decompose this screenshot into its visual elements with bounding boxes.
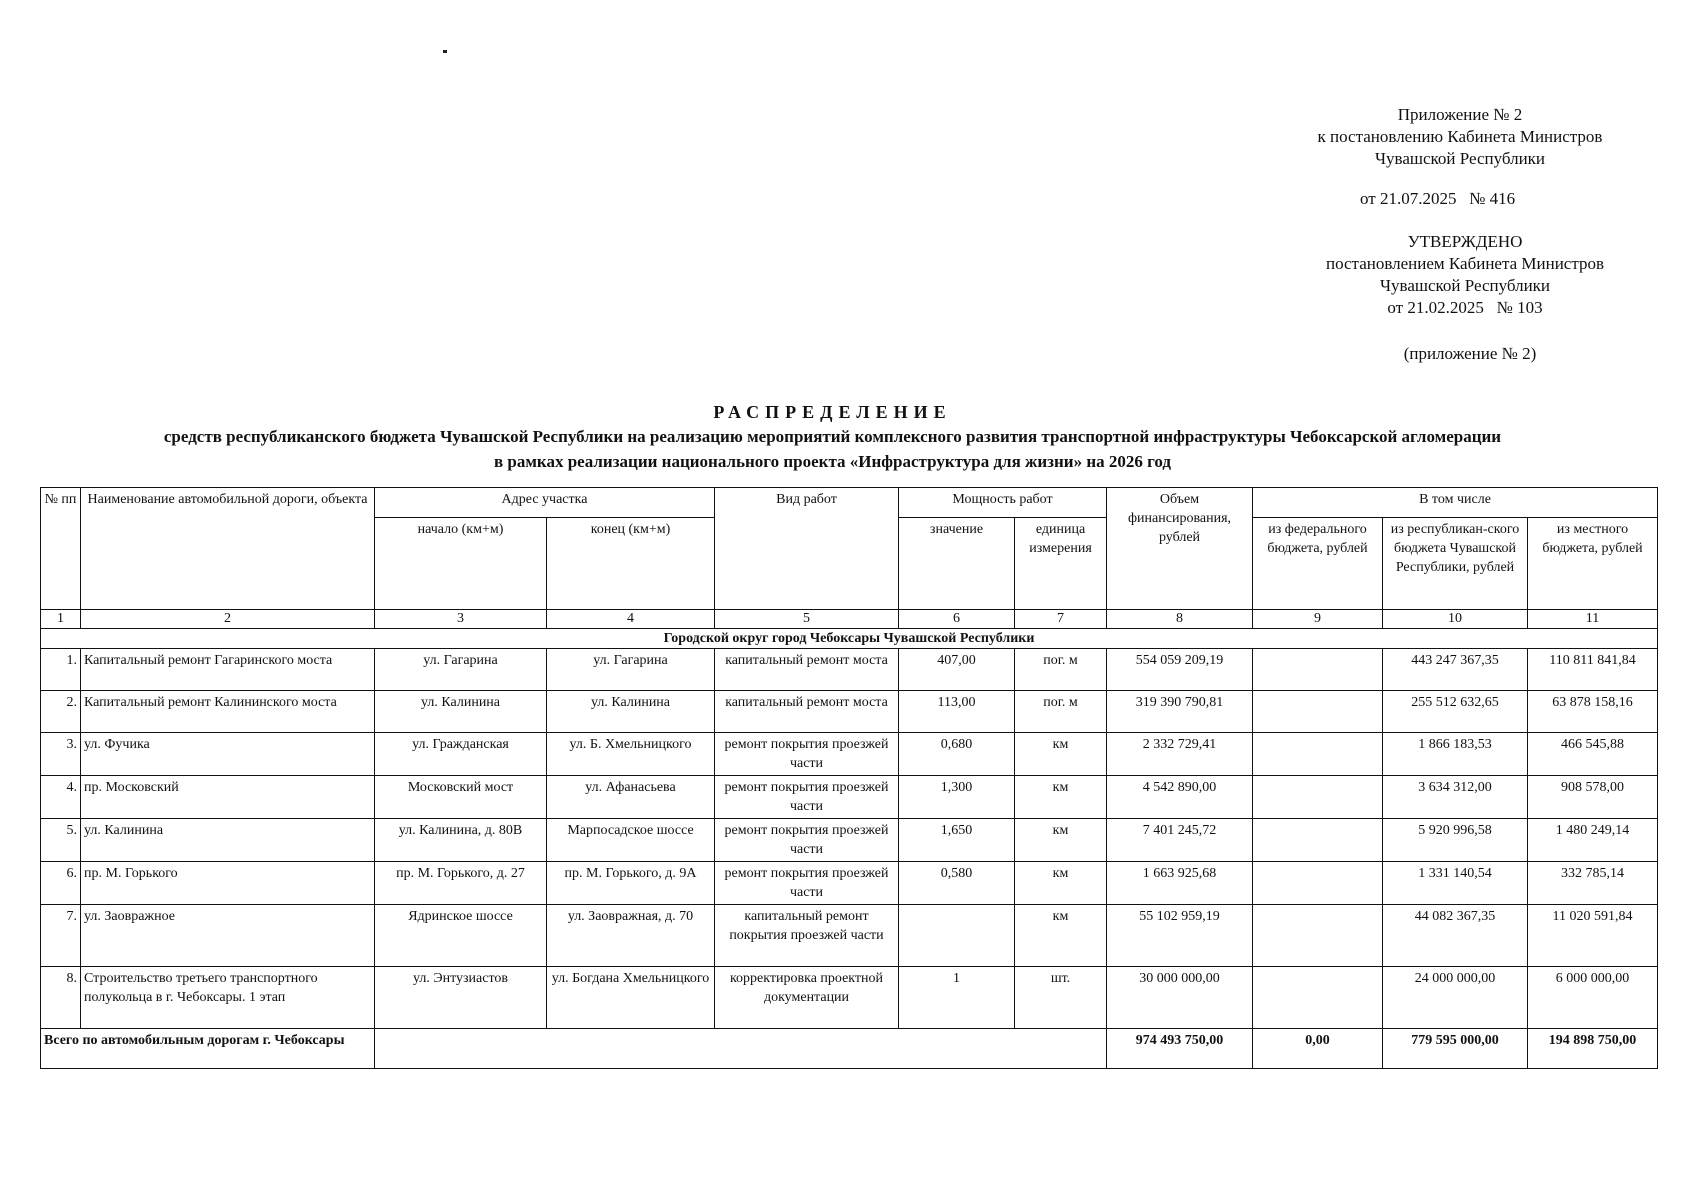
header-federal: из федерального бюджета, рублей [1253,518,1383,610]
row-volume: 55 102 959,19 [1107,905,1253,967]
row-start: Ядринское шоссе [375,905,547,967]
header-work-type: Вид работ [715,488,899,610]
row-end: ул. Богдана Хмельницкого [547,967,715,1029]
row-local: 1 480 249,14 [1528,819,1658,862]
row-value: 1,650 [899,819,1015,862]
row-local: 908 578,00 [1528,776,1658,819]
header-end: конец (км+м) [547,518,715,610]
row-work: капитальный ремонт моста [715,649,899,691]
approved-line2: постановлением Кабинета Министров [1325,254,1605,273]
row-local: 11 020 591,84 [1528,905,1658,967]
row-work: ремонт покрытия проезжей части [715,819,899,862]
table-row [41,967,1658,1029]
table-row [41,905,1658,967]
row-name: пр. М. Горького [81,862,375,905]
section-row [41,629,1658,649]
row-end: ул. Б. Хмельницкого [547,733,715,776]
title-sub-2: в рамках реализации национального проекта «Инфраструктура для жизни» на 2026 год [493,452,1172,471]
row-republic: 255 512 632,65 [1383,691,1528,733]
row-end: Марпосадское шоссе [547,819,715,862]
row-volume: 554 059 209,19 [1107,649,1253,691]
header-republic: из республикан-ского бюджета Чувашской Республики, рублей [1383,518,1528,610]
row-volume: 2 332 729,41 [1107,733,1253,776]
table-row [41,819,1658,862]
approved-annex: (приложение № 2) [1403,344,1537,363]
row-value: 113,00 [899,691,1015,733]
row-federal [1253,819,1383,862]
row-unit: км [1015,905,1107,967]
column-number: 9 [1253,610,1383,629]
row-name: ул. Калинина [81,819,375,862]
row-work: капитальный ремонт моста [715,691,899,733]
header-value: значение [899,518,1015,610]
table-row [41,691,1658,733]
title-main: РАСПРЕДЕЛЕНИЕ [713,402,952,422]
row-value: 1 [899,967,1015,1029]
row-work: ремонт покрытия проезжей части [715,733,899,776]
row-volume: 30 000 000,00 [1107,967,1253,1029]
row-end: пр. М. Горького, д. 9А [547,862,715,905]
header-start: начало (км+м) [375,518,547,610]
approved-block [1280,231,1650,319]
column-number: 7 [1015,610,1107,629]
row-unit: км [1015,776,1107,819]
row-local: 110 811 841,84 [1528,649,1658,691]
row-start: пр. М. Горького, д. 27 [375,862,547,905]
column-number-row [41,610,1658,629]
approved-line1: УТВЕРЖДЕНО [1407,232,1523,251]
approved-line4: от 21.02.2025 № 103 [1387,298,1543,317]
row-republic: 1 331 140,54 [1383,862,1528,905]
row-name: Строительство третьего транспортного полукольца в г. Чебоксары. 1 этап [81,967,375,1029]
row-end: ул. Афанасьева [547,776,715,819]
row-num: 2. [41,691,81,733]
column-number: 2 [81,610,375,629]
row-republic: 3 634 312,00 [1383,776,1528,819]
row-federal [1253,967,1383,1029]
row-volume: 4 542 890,00 [1107,776,1253,819]
row-num: 5. [41,819,81,862]
row-federal [1253,776,1383,819]
table-row [41,776,1658,819]
table-row [41,649,1658,691]
row-local: 63 878 158,16 [1528,691,1658,733]
row-unit: пог. м [1015,691,1107,733]
row-start: Московский мост [375,776,547,819]
row-value: 0,580 [899,862,1015,905]
row-volume: 319 390 790,81 [1107,691,1253,733]
row-republic: 1 866 183,53 [1383,733,1528,776]
stray-mark [443,50,447,53]
row-start: ул. Калинина [375,691,547,733]
header-address: Адрес участка [375,488,715,518]
column-number: 3 [375,610,547,629]
row-volume: 1 663 925,68 [1107,862,1253,905]
column-number: 11 [1528,610,1658,629]
row-name: ул. Фучика [81,733,375,776]
row-local: 466 545,88 [1528,733,1658,776]
attachment-line2: к постановлению Кабинета Министров [1317,127,1603,146]
row-federal [1253,691,1383,733]
row-end: ул. Гагарина [547,649,715,691]
row-unit: км [1015,733,1107,776]
row-unit: км [1015,862,1107,905]
row-federal [1253,733,1383,776]
row-local: 332 785,14 [1528,862,1658,905]
column-number: 4 [547,610,715,629]
column-number: 5 [715,610,899,629]
document-title [40,400,1625,474]
row-name: Капитальный ремонт Калининского моста [81,691,375,733]
header-name: Наименование автомобильной дороги, объекта [81,488,375,610]
row-num: 7. [41,905,81,967]
row-federal [1253,905,1383,967]
table-row [41,733,1658,776]
attachment-line3: Чувашской Республики [1374,149,1546,168]
row-start: ул. Гагарина [375,649,547,691]
row-name: пр. Московский [81,776,375,819]
total-federal: 0,00 [1253,1029,1383,1069]
header-capacity: Мощность работ [899,488,1107,518]
column-number: 8 [1107,610,1253,629]
total-label: Всего по автомобильным дорогам г. Чебоксары [41,1029,375,1069]
header-including: В том числе [1253,488,1658,518]
attachment-block [1275,104,1645,170]
row-name: ул. Заовражное [81,905,375,967]
header-unit: единица измерения [1015,518,1107,610]
column-number: 6 [899,610,1015,629]
column-number: 10 [1383,610,1528,629]
row-name: Капитальный ремонт Гагаринского моста [81,649,375,691]
header-local: из местного бюджета, рублей [1528,518,1658,610]
row-unit: пог. м [1015,649,1107,691]
total-volume: 974 493 750,00 [1107,1029,1253,1069]
section-title: Городской округ город Чебоксары Чувашской Республики [41,629,1658,649]
row-unit: шт. [1015,967,1107,1029]
row-work: капитальный ремонт покрытия проезжей части [715,905,899,967]
row-federal [1253,862,1383,905]
row-start: ул. Калинина, д. 80В [375,819,547,862]
column-number: 1 [41,610,81,629]
row-num: 1. [41,649,81,691]
header-num: № пп [41,488,81,610]
row-federal [1253,649,1383,691]
total-row [41,1029,1658,1069]
row-value [899,905,1015,967]
row-value: 1,300 [899,776,1015,819]
header-volume: Объем финансирования, рублей [1107,488,1253,610]
approved-line3: Чувашской Республики [1379,276,1551,295]
row-republic: 24 000 000,00 [1383,967,1528,1029]
row-work: ремонт покрытия проезжей части [715,862,899,905]
row-work: корректировка проектной документации [715,967,899,1029]
row-num: 3. [41,733,81,776]
total-spacer [375,1029,1107,1069]
table-row [41,862,1658,905]
row-value: 0,680 [899,733,1015,776]
total-republic: 779 595 000,00 [1383,1029,1528,1069]
row-republic: 443 247 367,35 [1383,649,1528,691]
row-num: 4. [41,776,81,819]
row-end: ул. Калинина [547,691,715,733]
distribution-table [40,487,1658,1069]
attachment-order: от 21.07.2025 № 416 [1360,189,1516,208]
total-local: 194 898 750,00 [1528,1029,1658,1069]
row-start: ул. Энтузиастов [375,967,547,1029]
attachment-line1: Приложение № 2 [1397,105,1523,124]
row-local: 6 000 000,00 [1528,967,1658,1029]
row-volume: 7 401 245,72 [1107,819,1253,862]
row-value: 407,00 [899,649,1015,691]
row-unit: км [1015,819,1107,862]
title-sub-1: средств республиканского бюджета Чувашской Республики на реализацию мероприятий комплексного развития транспортной инфраструктуры Чебоксарской агломерации [163,427,1502,446]
row-republic: 5 920 996,58 [1383,819,1528,862]
row-republic: 44 082 367,35 [1383,905,1528,967]
row-work: ремонт покрытия проезжей части [715,776,899,819]
row-start: ул. Гражданская [375,733,547,776]
row-num: 6. [41,862,81,905]
row-end: ул. Заовражная, д. 70 [547,905,715,967]
row-num: 8. [41,967,81,1029]
